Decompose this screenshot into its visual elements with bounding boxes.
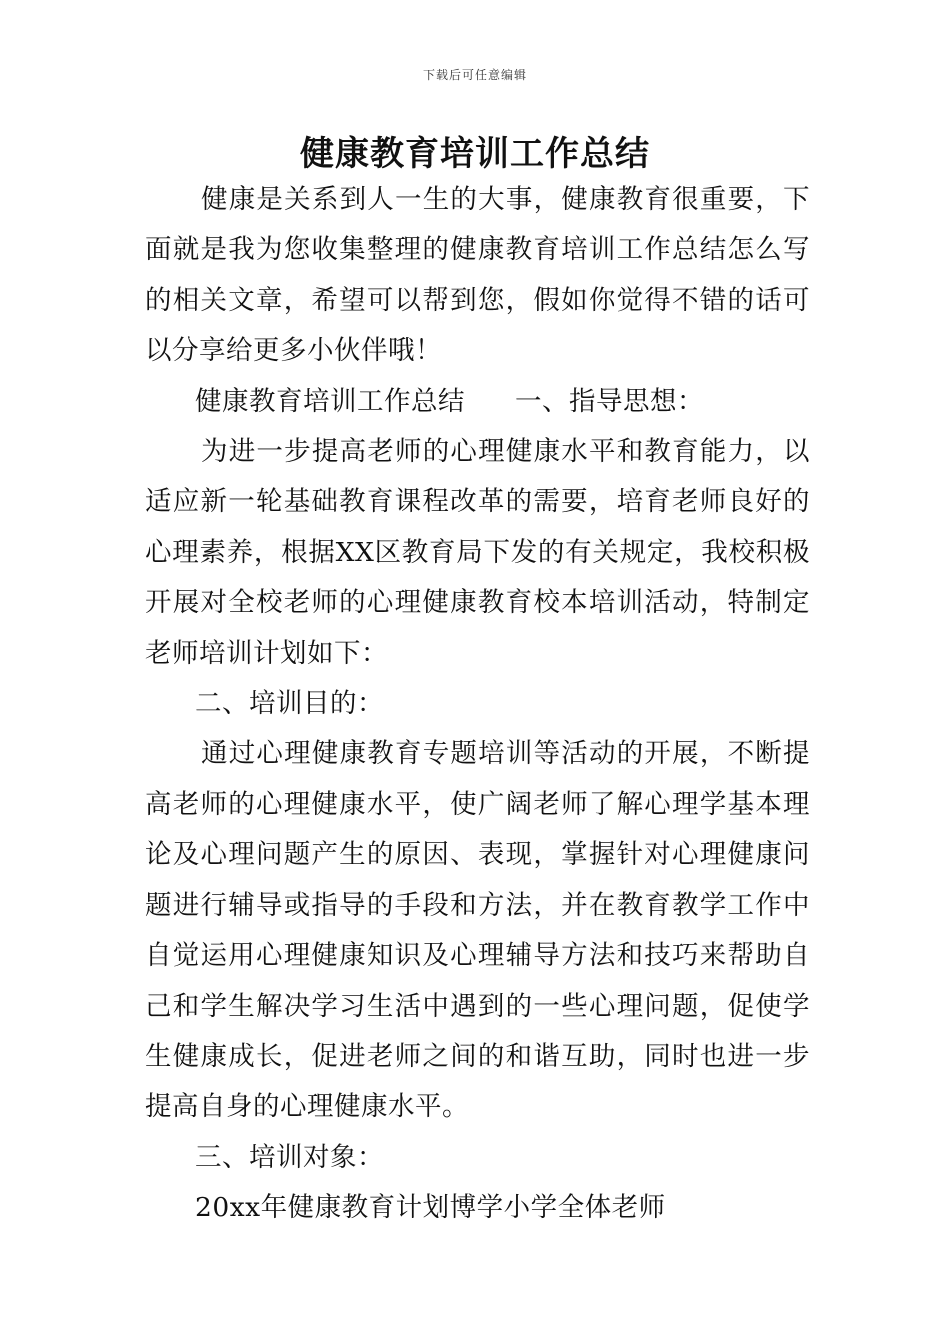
page-title: 健康教育培训工作总结 [300,134,650,174]
intro-paragraph: 健康是关系到人一生的大事，健康教育很重要，下面就是我为您收集整理的健康教育培训工作总结怎么写的相关文章，希望可以帮到您，假如你觉得不错的话可以分享给更多小伙伴哦！ [145,184,810,367]
section-heading-purpose: 二、培训目的： [195,688,384,720]
section-heading-guiding: 一、指导思想： [515,385,704,417]
subtitle-left: 健康教育培训工作总结 [195,385,465,417]
guiding-paragraph: 为进一步提高老师的心理健康水平和教育能力，以适应新一轮基础教育课程改革的需要，培育老师良好的心理素养，根据XX区教育局下发的有关规定，我校积极开展对全校老师的心理健康教育校本培训活动，特制定老师培训计划如下： [145,436,810,669]
section-heading-target: 三、培训对象： [195,1141,384,1173]
purpose-paragraph: 通过心理健康教育专题培训等活动的开展，不断提高老师的心理健康水平，使广阔老师了解心理学基本理论及心理问题产生的原因、表现，掌握针对心理健康问题进行辅导或指导的手段和方法，并在教育教学工作中自觉运用心理健康知识及心理辅导方法和技巧来帮助自己和学生解决学习生活中遇到的一些心理问题，促使学生健康成长，促进老师之间的和谐互助，同时也进一步提高自身的心理健康水平。 [145,738,810,1123]
target-paragraph: 20xx年健康教育计划博学小学全体老师 [195,1192,666,1224]
subtitle-line [145,377,810,427]
header-note: 下载后可任意编辑 [422,68,527,82]
document-body [145,175,810,1234]
